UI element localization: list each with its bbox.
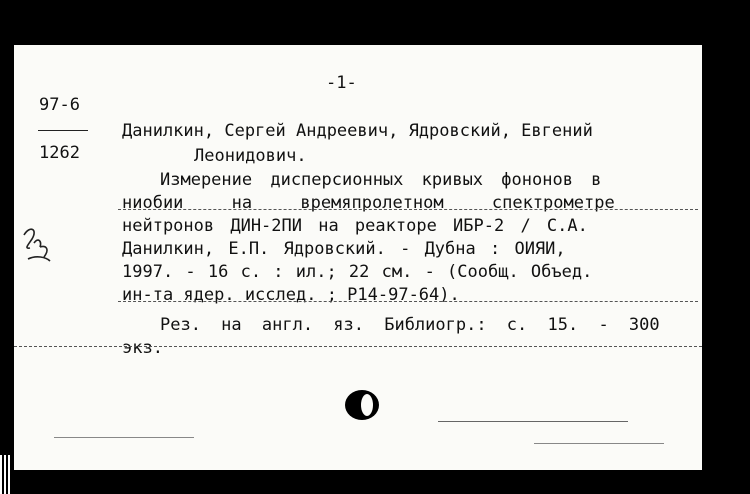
notes-line-1: Рез. на англ. яз. Библиогр.: с. 15. - 300	[160, 315, 660, 335]
series-line: ин-та ядер. исслед. ; Р14-97-64).	[122, 285, 460, 305]
call-number-top: 97-6	[39, 95, 80, 115]
punch-hole	[342, 388, 382, 422]
scan-line	[14, 346, 702, 347]
title-line-3: нейтронов ДИН-2ПИ на реакторе ИБР-2 / С.А.	[122, 216, 588, 236]
catalog-card	[14, 45, 702, 470]
notes-line-2: экз.	[122, 338, 163, 358]
page-number: -1-	[326, 73, 357, 93]
imprint-line-1: Данилкин, Е.П. Ядровский. - Дубна : ОИЯИ,	[122, 239, 566, 259]
smudge-bottom-right	[534, 443, 664, 444]
title-line-1: Измерение дисперсионных кривых фононов в	[160, 170, 602, 190]
scan-edge-strip	[0, 455, 10, 494]
scan-line	[118, 301, 698, 302]
smudge-left	[54, 437, 194, 438]
author-line-cont: Леонидович.	[194, 146, 307, 166]
call-number-bottom: 1262	[39, 143, 80, 163]
scan-line	[118, 209, 698, 210]
imprint-line-2: 1997. - 16 с. : ил.; 22 см. - (Сообщ. Объед.	[122, 262, 593, 282]
handwritten-mark	[20, 223, 56, 267]
title-line-2: ниобии на времяпролетном спектрометре	[122, 193, 615, 213]
author-line: Данилкин, Сергей Андреевич, Ядровский, Евгений	[122, 121, 593, 141]
call-number-divider	[38, 130, 88, 131]
smudge-right	[438, 421, 628, 422]
